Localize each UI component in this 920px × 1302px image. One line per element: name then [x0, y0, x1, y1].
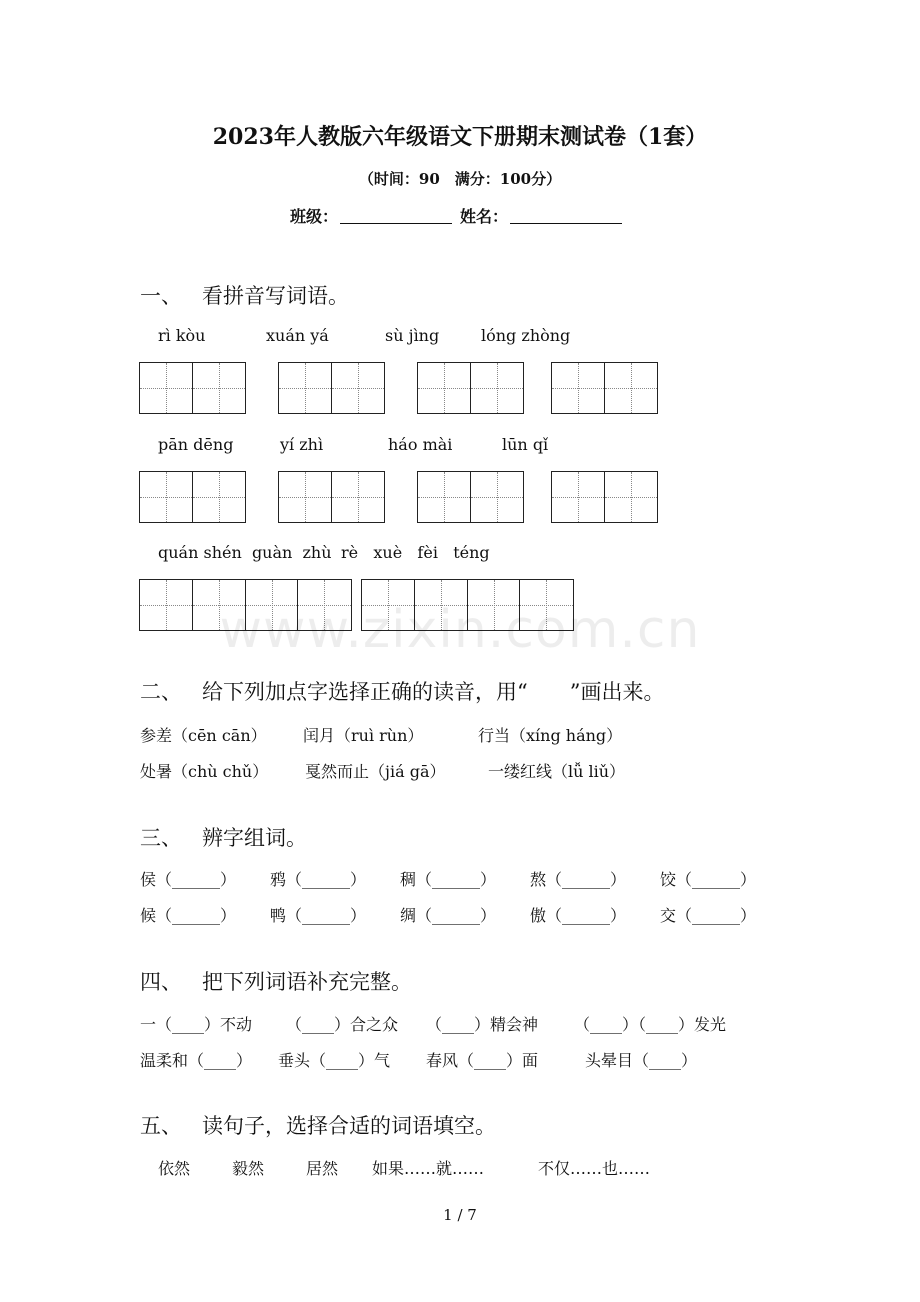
word-blank[interactable]: 交（______） [660, 906, 757, 925]
writing-grid[interactable] [139, 471, 246, 523]
section-5-heading [140, 1110, 496, 1140]
pinyin-label: pān dēng [158, 435, 234, 454]
pinyin-label: lūn qǐ [502, 435, 549, 454]
pinyin-label: rì kòu [158, 326, 206, 345]
section-title: 看拼音写词语。 [202, 284, 349, 308]
idiom-blank[interactable]: （____）（____）发光 [574, 1015, 727, 1034]
pinyin-label: sù jìng [385, 326, 440, 345]
idiom-blank[interactable]: （____）合之众 [286, 1015, 399, 1034]
section-number: 三、 [140, 826, 182, 850]
page-title: 2023年人教版六年级语文下册期末测试卷（1套） [212, 124, 708, 150]
section-number: 一、 [140, 284, 182, 308]
reading-choice[interactable]: 戛然而止（jiá gā） [305, 762, 446, 781]
name-label: 姓名： [460, 207, 509, 226]
writing-grid[interactable] [278, 362, 385, 414]
word-blank[interactable]: 候（______） [140, 906, 237, 925]
section-4-heading [140, 966, 412, 996]
reading-choice[interactable]: 行当（xíng háng） [478, 726, 623, 745]
word-option: 依然 [158, 1159, 191, 1178]
pinyin-label: xuán yá [266, 326, 329, 345]
page-number: 1 / 7 [443, 1206, 477, 1224]
pinyin-label: lóng zhòng [481, 326, 571, 345]
pinyin-label: quán shén guàn zhù [158, 543, 332, 562]
class-label: 班级： [289, 207, 338, 226]
writing-grid[interactable] [551, 362, 658, 414]
word-blank[interactable]: 侯（______） [140, 870, 237, 889]
exam-info: （时间：90 满分：100分） [358, 170, 562, 188]
idiom-blank[interactable]: 春风（____）面 [426, 1051, 539, 1070]
word-blank[interactable]: 熬（______） [530, 870, 627, 889]
student-fields [0, 204, 920, 227]
section-title: 辨字组词。 [202, 826, 307, 850]
pinyin-label: rè xuè fèi téng [341, 543, 490, 562]
class-field[interactable] [340, 209, 452, 224]
idiom-blank[interactable]: 垂头（____）气 [278, 1051, 391, 1070]
section-number: 二、 [140, 680, 182, 704]
writing-grid[interactable] [417, 362, 524, 414]
writing-grid[interactable] [551, 471, 658, 523]
section-1-heading [140, 280, 349, 310]
word-option: 居然 [306, 1159, 339, 1178]
word-option: 毅然 [232, 1159, 265, 1178]
word-option: 如果……就…… [372, 1159, 485, 1178]
word-option: 不仅……也…… [538, 1159, 651, 1178]
writing-grid[interactable] [278, 471, 385, 523]
word-blank[interactable]: 绸（______） [400, 906, 497, 925]
watermark: www.zixin.com.cn [219, 600, 701, 660]
reading-choice[interactable]: 参差（cēn cān） [140, 726, 267, 745]
word-blank[interactable]: 鸦（______） [270, 870, 367, 889]
idiom-blank[interactable]: 一（____）不动 [140, 1015, 253, 1034]
section-number: 五、 [140, 1114, 182, 1138]
word-blank[interactable]: 稠（______） [400, 870, 497, 889]
idiom-blank[interactable]: 头晕目（____） [585, 1051, 698, 1070]
idiom-blank[interactable]: 温柔和（____） [140, 1051, 253, 1070]
section-3-heading [140, 822, 307, 852]
section-title: 给下列加点字选择正确的读音，用“ ”画出来。 [202, 680, 665, 704]
reading-choice[interactable]: 处暑（chù chǔ） [140, 762, 269, 781]
section-title: 把下列词语补充完整。 [202, 970, 412, 994]
section-title: 读句子，选择合适的词语填空。 [202, 1114, 496, 1138]
name-field[interactable] [510, 209, 622, 224]
writing-grid[interactable] [417, 471, 524, 523]
section-2-heading [140, 676, 664, 706]
word-blank[interactable]: 饺（______） [660, 870, 757, 889]
reading-choice[interactable]: 闰月（ruì rùn） [303, 726, 424, 745]
writing-grid[interactable] [139, 362, 246, 414]
word-blank[interactable]: 鸭（______） [270, 906, 367, 925]
section-number: 四、 [140, 970, 182, 994]
pinyin-label: háo mài [388, 435, 453, 454]
reading-choice[interactable]: 一缕红线（lǚ liǔ） [488, 762, 626, 781]
idiom-blank[interactable]: （____）精会神 [426, 1015, 539, 1034]
pinyin-label: yí zhì [280, 435, 324, 454]
word-blank[interactable]: 傲（______） [530, 906, 627, 925]
